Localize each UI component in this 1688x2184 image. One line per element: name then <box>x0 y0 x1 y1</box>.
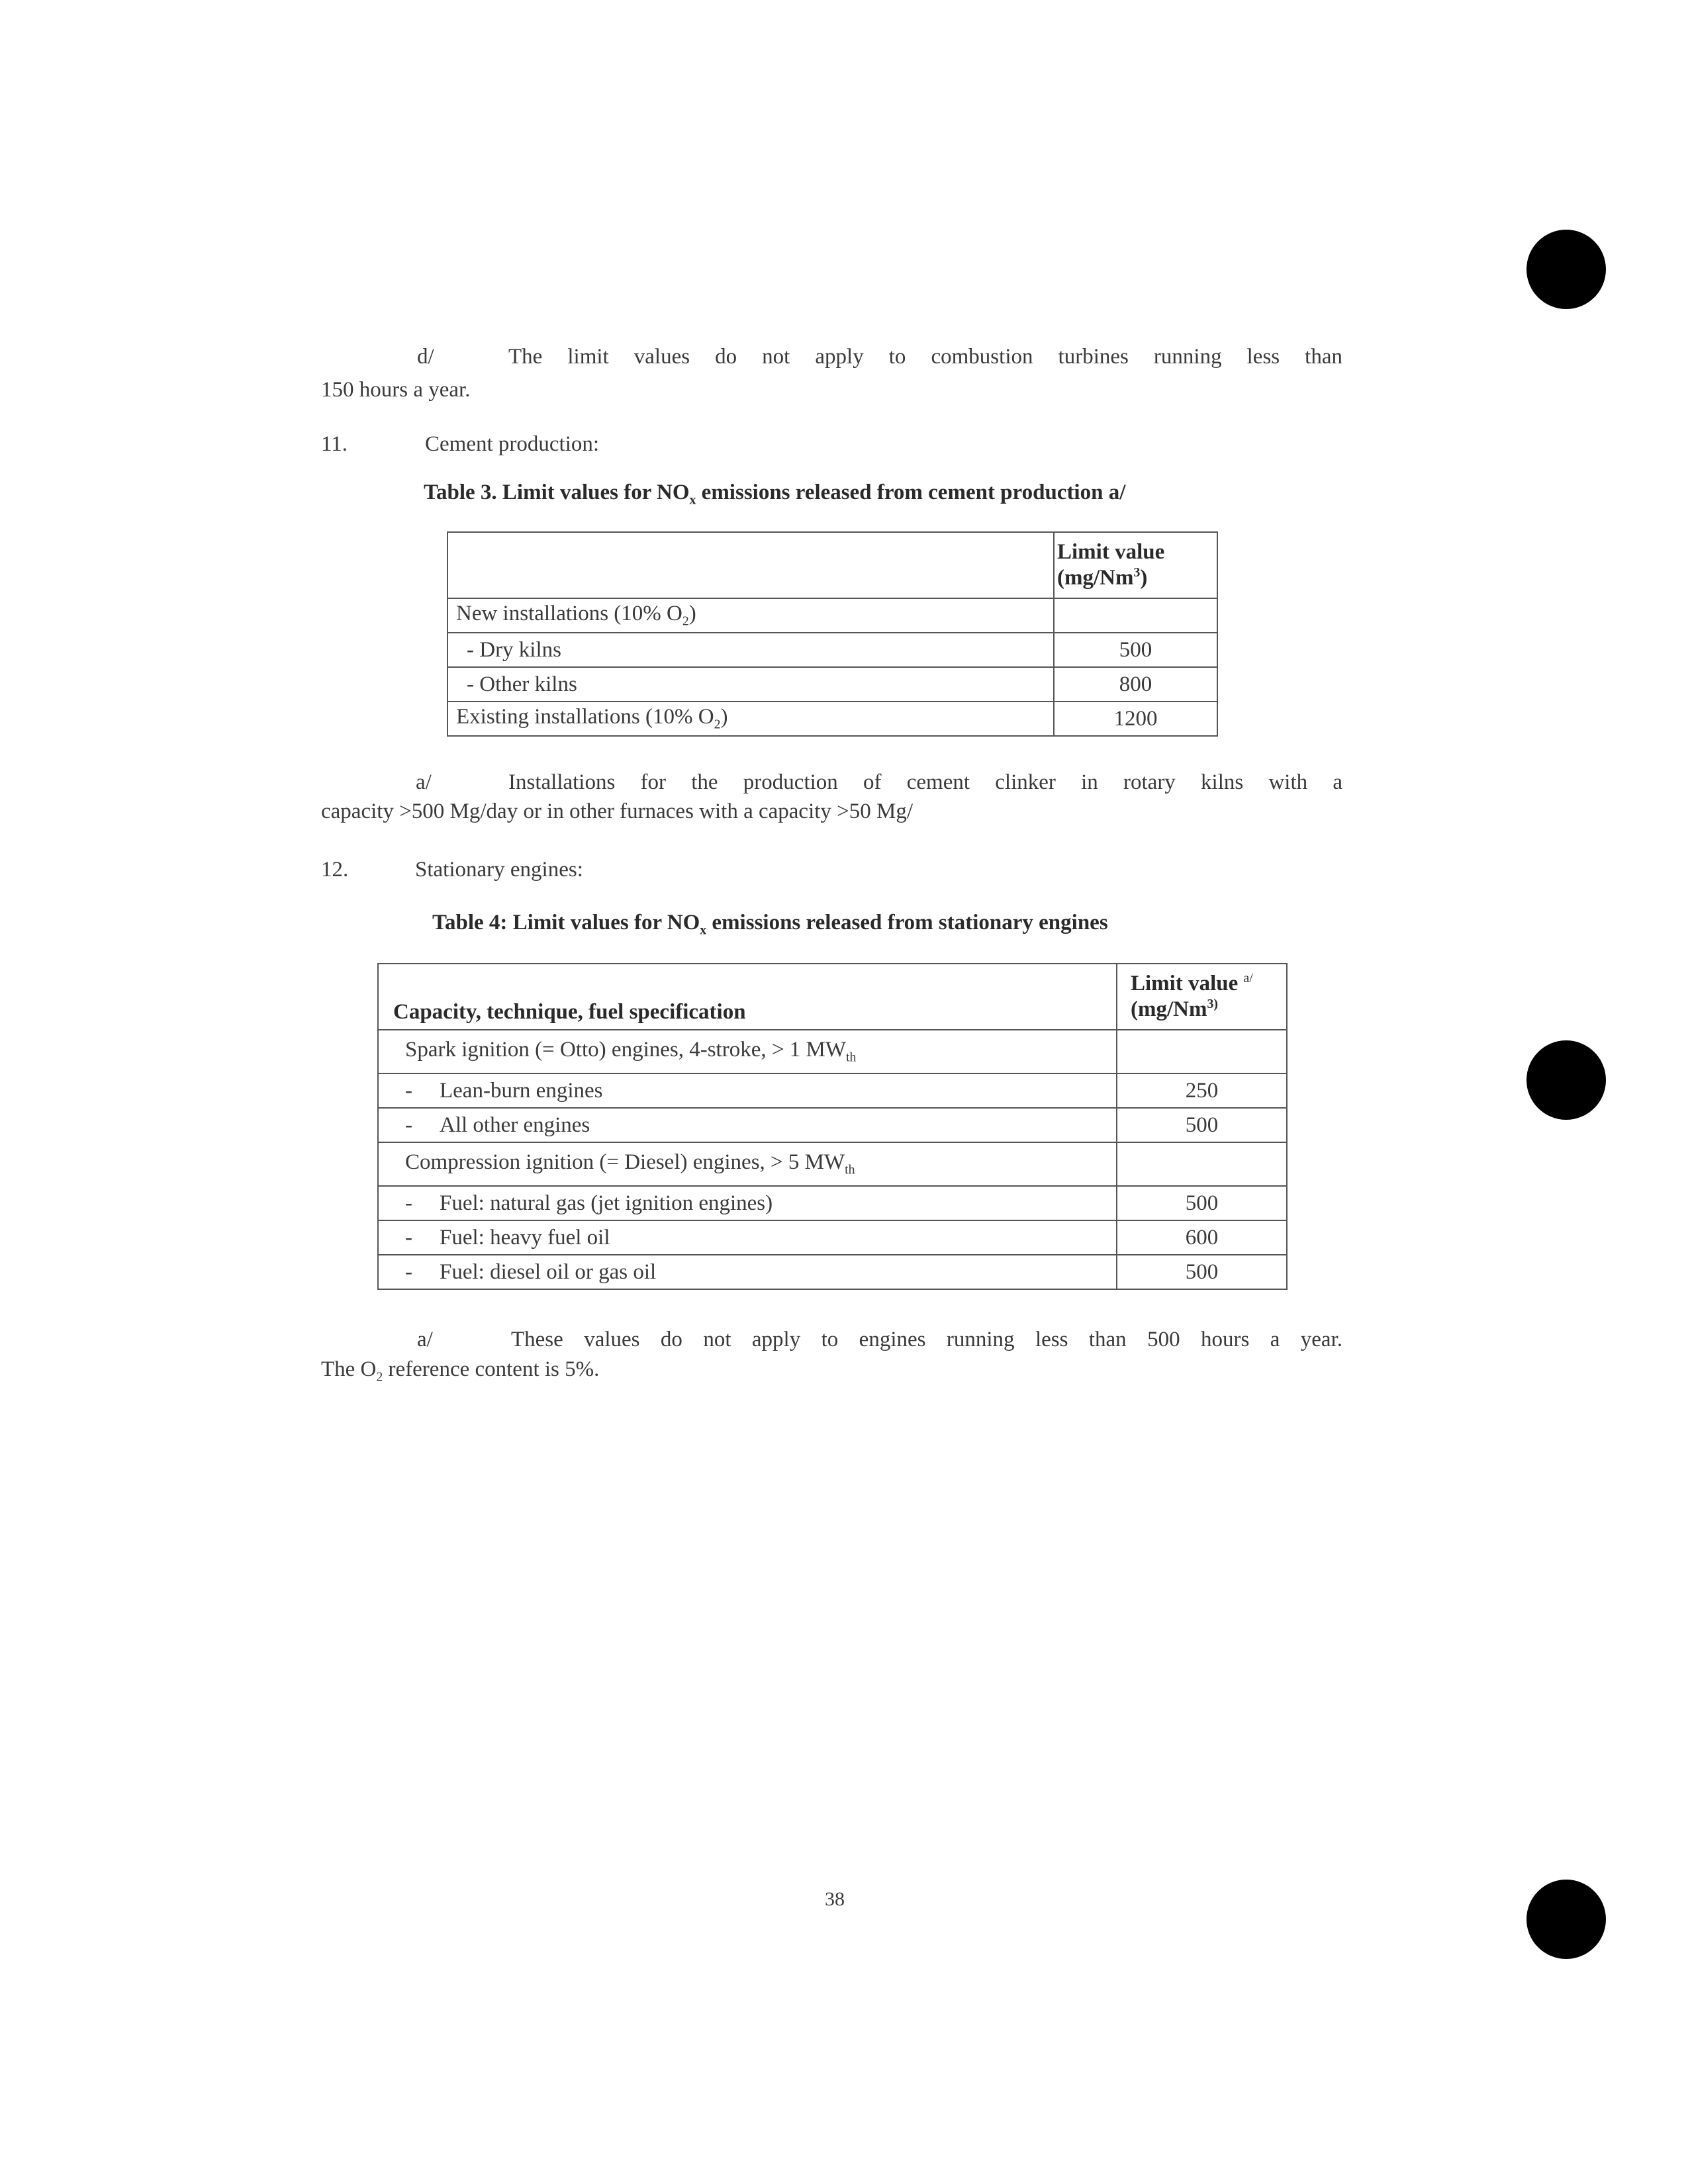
table4-row-value: 500 <box>1117 1255 1287 1289</box>
binder-hole-top <box>1526 230 1606 309</box>
table3-row-value <box>1054 598 1217 633</box>
table4-row-value: 250 <box>1117 1073 1287 1108</box>
table3-header-limit-line1: Limit value <box>1057 539 1165 564</box>
table-row <box>378 1220 1287 1255</box>
footnote-a4-line2: The $O_2$ reference content is 5%. <box>321 1357 600 1385</box>
footnote-d-line1: The limit values do not apply to combustion turbines running less than <box>508 345 1342 369</box>
footnote-a4-marker: a/ <box>417 1328 433 1351</box>
footnote-d-line2: 150 hours a year. <box>321 378 471 402</box>
table3-row-value: 1200 <box>1054 702 1217 736</box>
table-row <box>378 1142 1287 1186</box>
table3 <box>447 531 1218 737</box>
table3-header-limit-line2: (mg/Nm$^3$) <box>1057 565 1148 590</box>
table4-header-limit-line1: Limit value $^{a/}$ <box>1131 971 1253 996</box>
table4-caption: Table 4: Limit values for $NO_x$ emissions released from stationary engines <box>432 911 1108 938</box>
footnote-a3-line1: Installations for the production of cement clinker in rotary kilns with a <box>508 770 1342 794</box>
table-row <box>447 702 1217 736</box>
table3-row-label: Existing installations (10% $O_2$) <box>447 702 1054 736</box>
table4-row-value: 500 <box>1117 1186 1287 1220</box>
table3-caption: Table 3. Limit values for $NO_x$ emissions released from cement production a/ <box>424 480 1126 508</box>
table3-row-label: - Dry kilns <box>447 633 1054 667</box>
table4-row-label: - All other engines <box>378 1108 1117 1142</box>
table-row <box>378 1255 1287 1289</box>
table-row <box>378 1073 1287 1108</box>
table4-row-value: 600 <box>1117 1220 1287 1255</box>
table3-row-value: 800 <box>1054 667 1217 702</box>
page-number: 38 <box>825 1888 845 1910</box>
section-11-title: Cement production: <box>425 432 600 456</box>
table3-header-limit <box>1054 532 1217 598</box>
table3-row-label: - Other kilns <box>447 667 1054 702</box>
table4-row-label: - Lean-burn engines <box>378 1073 1117 1108</box>
table4-row-value <box>1117 1030 1287 1073</box>
table-row <box>447 598 1217 633</box>
section-11-number: 11. <box>321 432 348 456</box>
table3-row-value: 500 <box>1054 633 1217 667</box>
table4-row-value <box>1117 1142 1287 1186</box>
section-12-title: Stationary engines: <box>415 858 583 882</box>
table-row <box>447 633 1217 667</box>
table4-row-label: - Fuel: heavy fuel oil <box>378 1220 1117 1255</box>
table4-row-label: Compression ignition (= Diesel) engines, > 5 $MW_{th}$ <box>378 1142 1117 1186</box>
table4-header-label: Capacity, technique, fuel specification <box>378 964 1117 1030</box>
section-12-number: 12. <box>321 858 349 882</box>
table4-row-label: - Fuel: diesel oil or gas oil <box>378 1255 1117 1289</box>
table3-header-row <box>447 532 1217 598</box>
table4 <box>377 963 1288 1290</box>
table4-header-row <box>378 964 1287 1030</box>
table4-row-label: Spark ignition (= Otto) engines, 4-stroke, > 1 $MW_{th}$ <box>378 1030 1117 1073</box>
table-row <box>378 1186 1287 1220</box>
table3-row-label: New installations (10% $O_2$) <box>447 598 1054 633</box>
table4-header-limit-line2: (mg/Nm$^{3)}$ <box>1131 997 1218 1021</box>
table3-header-empty <box>447 532 1054 598</box>
table-row <box>378 1108 1287 1142</box>
binder-hole-bottom <box>1526 1880 1606 1959</box>
footnote-d-marker: d/ <box>417 345 434 369</box>
table-row <box>447 667 1217 702</box>
table4-header-limit <box>1117 964 1287 1030</box>
footnote-a3-line2: capacity >500 Mg/day or in other furnaces with a capacity >50 Mg/ <box>321 799 914 823</box>
footnote-a4-line1: These values do not apply to engines running less than 500 hours a year. <box>511 1328 1342 1351</box>
binder-hole-middle <box>1526 1040 1606 1120</box>
table4-row-value: 500 <box>1117 1108 1287 1142</box>
table4-row-label: - Fuel: natural gas (jet ignition engines) <box>378 1186 1117 1220</box>
footnote-a3-marker: a/ <box>416 770 432 794</box>
table-row <box>378 1030 1287 1073</box>
